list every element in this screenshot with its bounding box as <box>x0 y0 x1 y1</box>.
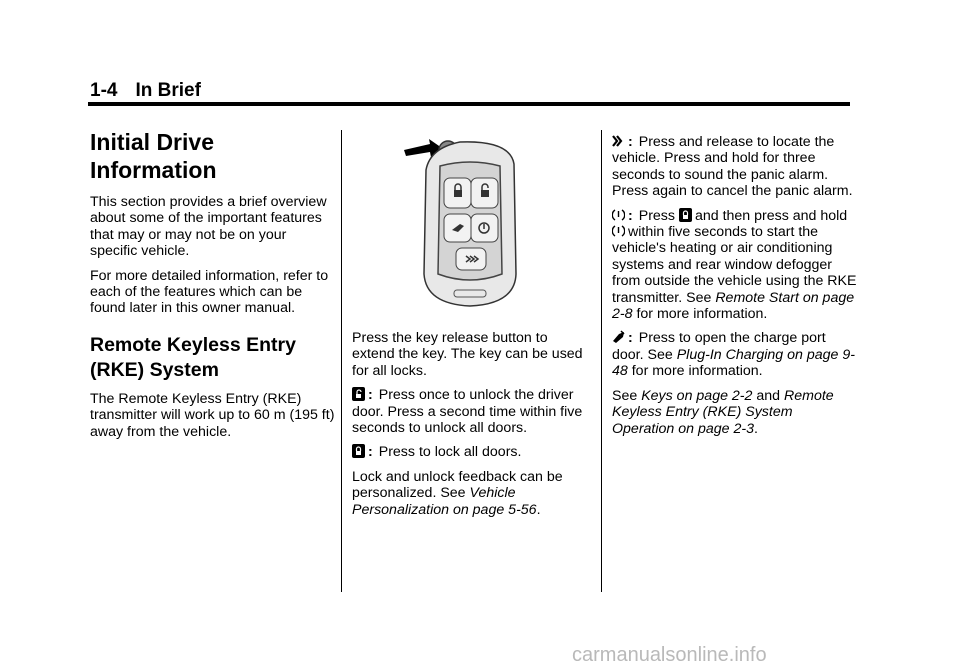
lock-icon <box>679 208 692 222</box>
rke-operation-ref[interactable]: Remote Keyless Entry (RKE) System Operation on page 2-3 <box>612 387 834 437</box>
locate-paragraph: : Press and release to locate the vehicle. Press and hold for three seconds to sound the panic alarm. Press again to cancel the panic alarm. <box>612 134 853 200</box>
page-number: 1-4 <box>90 80 118 101</box>
unlock-paragraph: : Press once to unlock the driver door. Press a second time within five seconds to unlock all doors. <box>352 387 583 437</box>
column-1 <box>90 128 335 448</box>
lock-paragraph: : Press to lock all doors. <box>352 444 592 460</box>
column-3 <box>612 134 857 445</box>
charge-port-icon <box>612 330 625 344</box>
charge-port-paragraph: : Press to open the charge port door. See Plug-In Charging on page 9-48 for more information. <box>612 330 855 380</box>
heading-rke-system: Remote Keyless Entry (RKE) System <box>90 333 296 381</box>
key-release-paragraph: Press the key release button to extend the key. The key can be used for all locks. <box>352 330 583 379</box>
intro-paragraph: This section provides a brief overview about some of the important features that may or may not be on your specific vehicle. <box>90 194 327 260</box>
plug-in-charging-ref[interactable]: Plug-In Charging on page 9-48 <box>612 346 855 380</box>
unlock-icon <box>352 387 365 401</box>
remote-start-paragraph: : Press and then press and hold within five seconds to start the vehicle's heating or air conditioning systems and rear window defogger from outside the vehicle using the RKE transmitter. See Remote Start on page 2-8 for more information. <box>612 207 857 323</box>
keys-ref[interactable]: Keys on page 2-2 <box>641 387 753 404</box>
lock-icon <box>352 444 365 458</box>
lock-text: Press to lock all doors. <box>378 444 522 461</box>
column-divider-1 <box>341 130 342 592</box>
remote-start-icon <box>612 224 625 238</box>
see-also-paragraph: See Keys on page 2-2 and Remote Keyless Entry (RKE) System Operation on page 2-3. <box>612 387 834 437</box>
heading-initial-drive: Initial Drive Information <box>90 129 217 183</box>
detail-paragraph: For more detailed information, refer to each of the features which can be found later in this owner manual. <box>90 267 329 317</box>
vehicle-locator-icon <box>612 134 625 148</box>
section-title: In Brief <box>135 80 201 101</box>
column-divider-2 <box>601 130 602 592</box>
page-header <box>90 80 201 102</box>
rke-range-paragraph: The Remote Keyless Entry (RKE) transmitter will work up to 60 m (195 ft) away from the vehicle. <box>90 390 335 440</box>
remote-start-icon <box>612 208 625 222</box>
vehicle-personalization-ref[interactable]: Vehicle Personalization on page 5-56 <box>352 485 537 518</box>
locate-text: Press and release to locate the vehicle. Press and hold for three seconds to sound the panic alarm. Press again to cancel the panic alarm. <box>612 134 853 200</box>
unlock-text: Press once to unlock the driver door. Press a second time within five seconds to unlock all doors. <box>352 387 583 437</box>
key-fob-illustration <box>400 134 540 319</box>
column-2 <box>352 330 592 526</box>
remote-start-ref[interactable]: Remote Start on page 2-8 <box>612 289 855 323</box>
header-rule <box>88 102 850 106</box>
watermark: carmanualsonline.info <box>572 644 767 666</box>
personalization-paragraph: Lock and unlock feedback can be personalized. See Vehicle Personalization on page 5-56. <box>352 468 563 518</box>
